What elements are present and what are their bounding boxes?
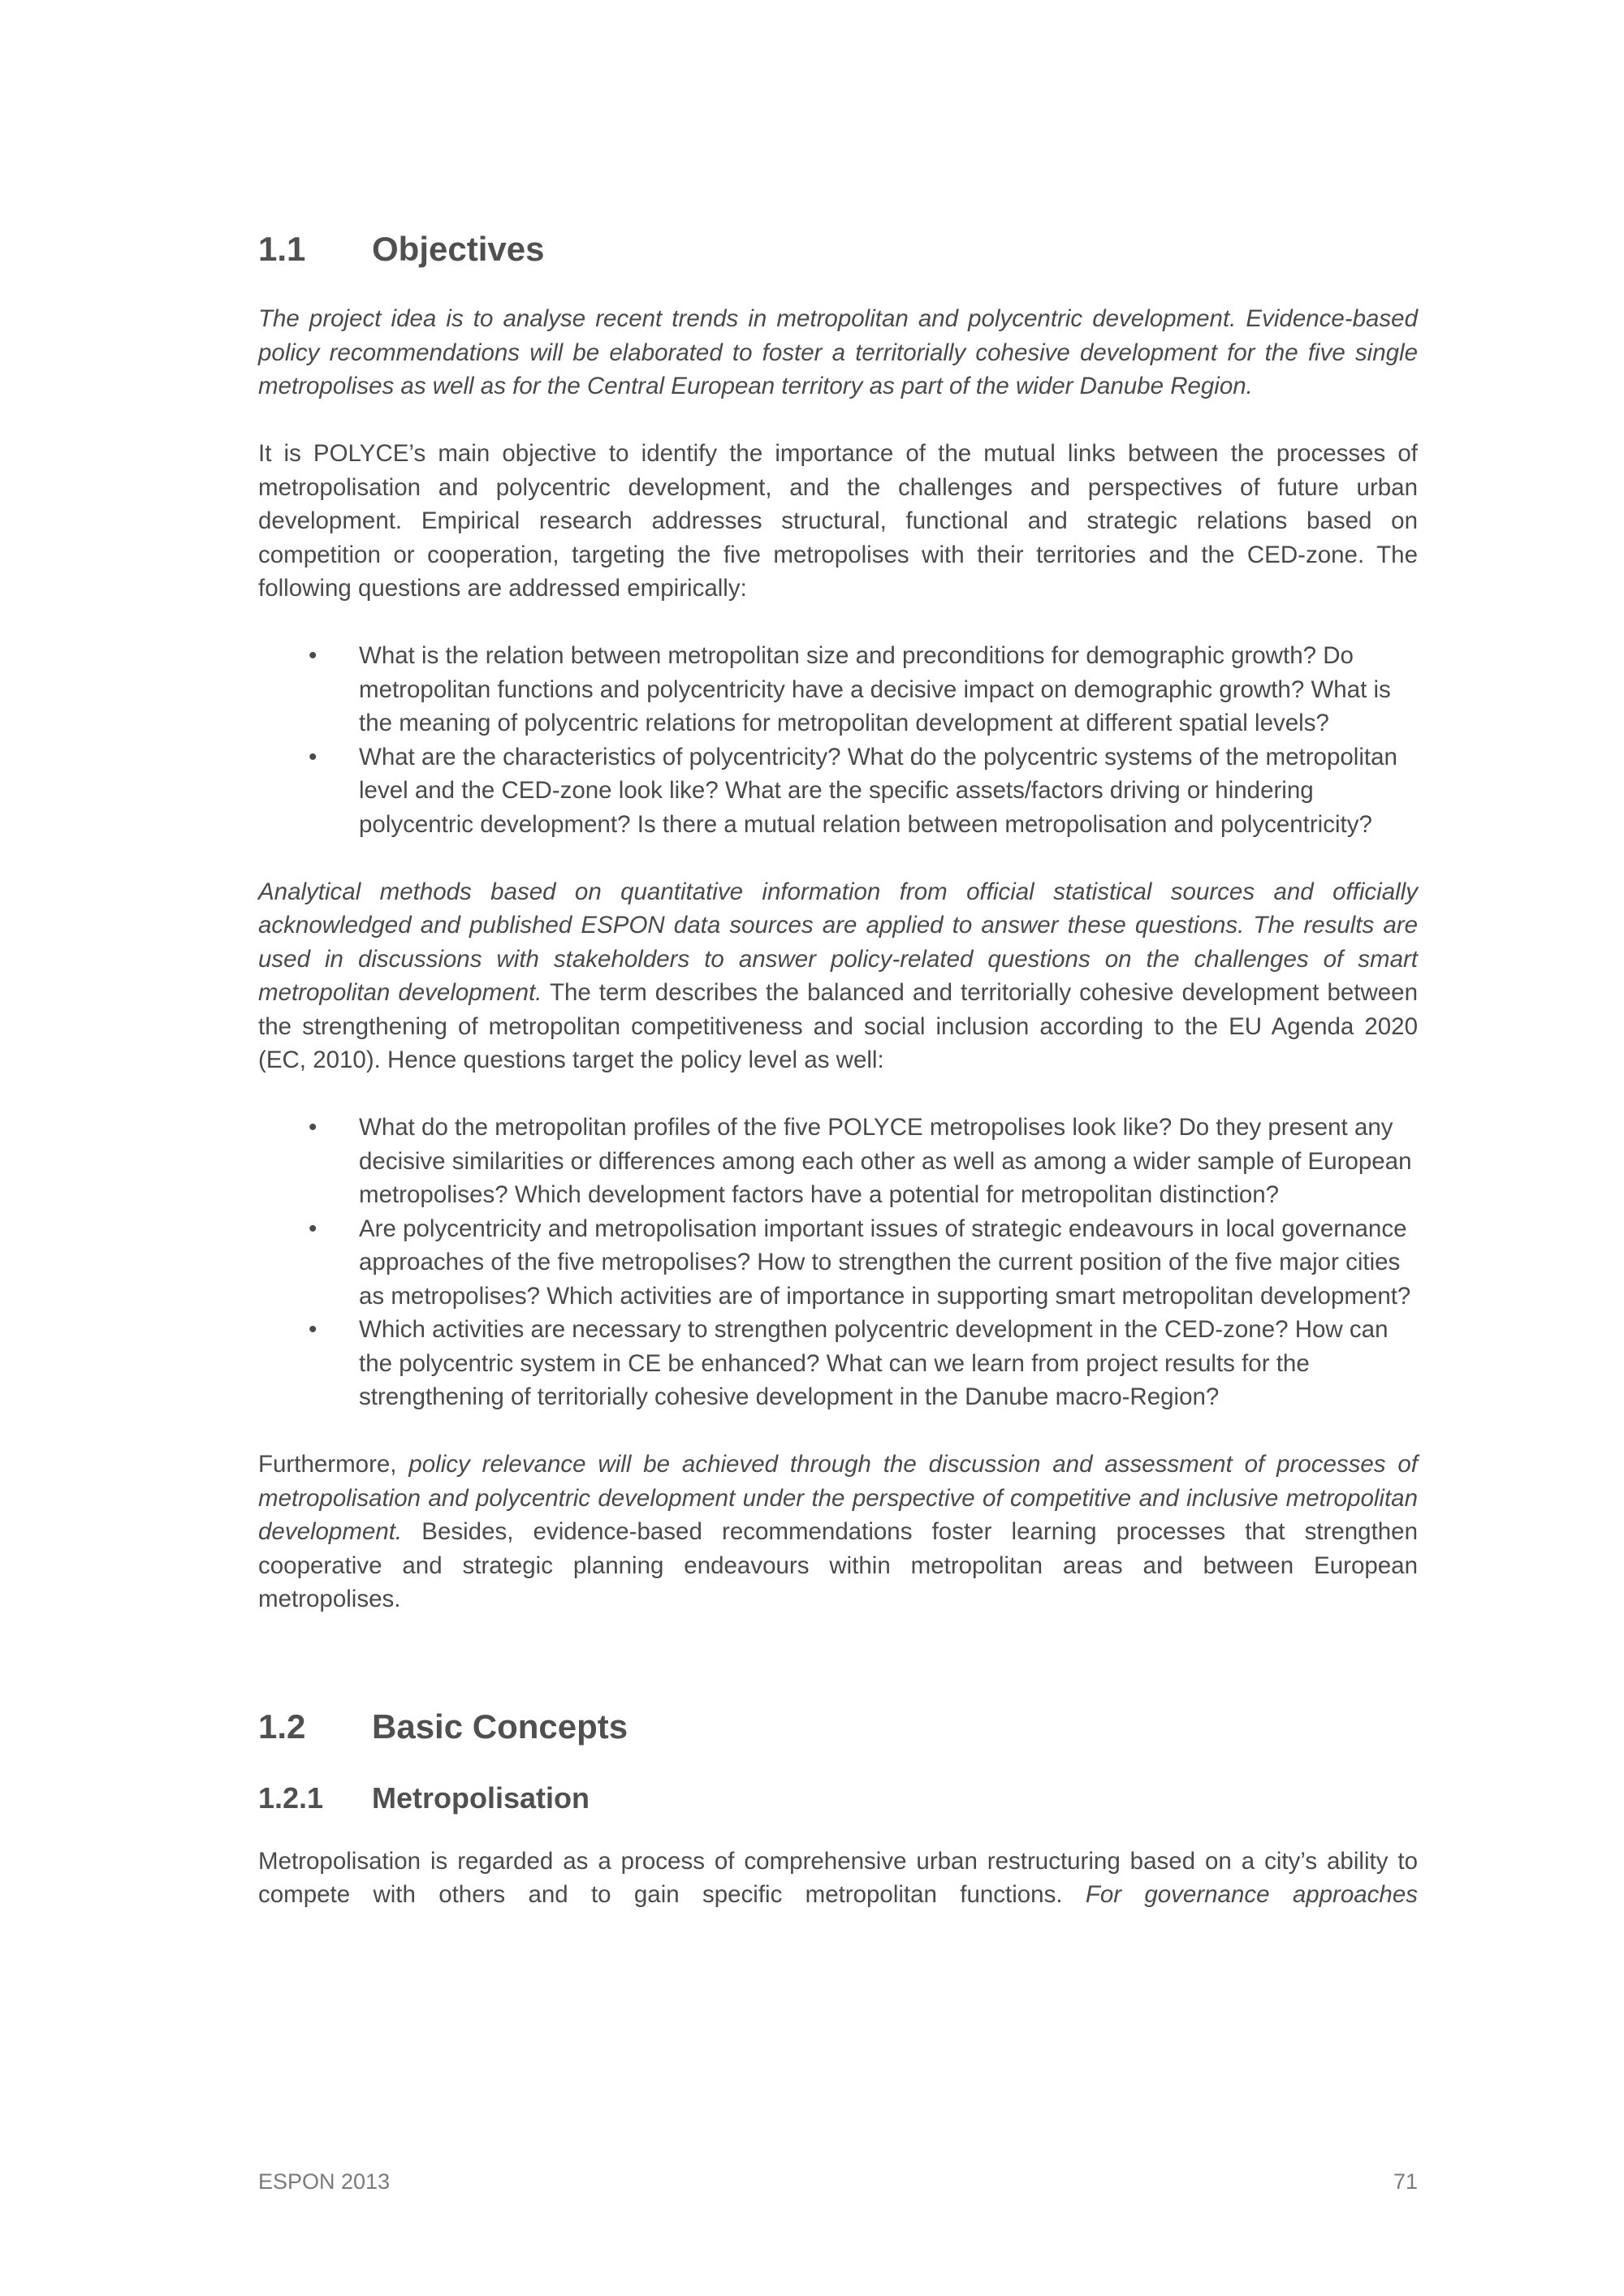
methods-italic-text: Analytical methods based on quantitative information from official statistical sources and officially acknowledged and published ESPON data sources are applied to answer these questions. The results are used in discussions with stakeholders to answer policy-related questions on the challenges of smart metropolitan development. [258, 878, 1418, 1007]
section-number: 1.1 [258, 230, 306, 268]
policy-relevance-paragraph [258, 1448, 1418, 1616]
page-number: 71 [1393, 2169, 1418, 2194]
list-item: • What is the relation between metropolitan size and preconditions for demographic growth? Do metropolitan functions and polycentricity have a decisive impact on demographic growth? What is the meaning of polycentric relations for metropolitan development at different spatial levels? [309, 639, 1418, 740]
section-heading-basic-concepts [258, 1707, 1418, 1747]
intro-paragraph: The project idea is to analyse recent trends in metropolitan and polycentric development. Evidence-based policy recommendations will be elaborated to foster a territorially cohesive development for the five single metropolises as well as for the Central European territory as part of the wider Danube Region. [258, 305, 1418, 400]
list-item: • What are the characteristics of polycentricity? What do the polycentric systems of the metropolitan level and the CED-zone look like? What are the specific assets/factors driving or hindering polycentric development? Is there a mutual relation between metropolisation and polycentricity? [309, 740, 1418, 842]
relevance-italic-text: policy relevance will be achieved through the discussion and assessment of processes of metropolisation and polycentric development under the perspective of competitive and inclusive metropolitan development. [258, 1451, 1418, 1546]
metropolisation-italic-text: For governance approaches [1085, 1881, 1418, 1909]
methods-paragraph [258, 875, 1418, 1077]
footer-publication: ESPON 2013 [258, 2169, 391, 2194]
spacer [258, 1650, 1418, 1707]
relevance-normal-text: Besides, evidence-based recommendations foster learning processes that strengthen cooperative and strategic planning endeavours within metropolitan areas and between European metropolises. [258, 1518, 1418, 1613]
metropolisation-normal-text: Metropolisation is regarded as a process of comprehensive urban restructuring based on a city’s ability to compete with others and to gain specific metropolitan functions. [258, 1847, 1418, 1909]
section-number: 1.2 [258, 1707, 306, 1746]
subsection-title: Metropolisation [372, 1780, 590, 1815]
relevance-lead-text: Furthermore, [258, 1451, 409, 1478]
subsection-number: 1.2.1 [258, 1780, 324, 1815]
list-item: • What do the metropolitan profiles of the five POLYCE metropolises look like? Do they present any decisive similarities or differences among each other as well as among a wider sample of European metropolises? Which development factors have a potential for metropolitan distinction? [309, 1111, 1418, 1212]
section-heading-objectives [258, 229, 1418, 270]
metropolisation-paragraph [258, 1845, 1418, 1912]
empirical-questions-list [258, 639, 1418, 841]
list-item: • Which activities are necessary to strengthen polycentric development in the CED-zone? How can the polycentric system in CE be enhanced? What can we learn from project results for the strengthening of territorially cohesive development in the Danube macro-Region? [309, 1313, 1418, 1414]
policy-questions-list [258, 1111, 1418, 1414]
objective-paragraph: It is POLYCE’s main objective to identify the importance of the mutual links between the processes of metropolisation and polycentric development, and the challenges and perspectives of future urban development. Empirical research addresses structural, functional and strategic relations based on competition or cooperation, targeting the five metropolises with their territories and the CED-zone. The following questions are addressed empirically: [258, 440, 1418, 602]
methods-normal-text: The term describes the balanced and territorially cohesive development between the strengthening of metropolitan competitiveness and social inclusion according to the EU Agenda 2020 (EC, 2010). Hence questions target the policy level as well: [258, 979, 1418, 1074]
section-title: Objectives [372, 230, 545, 268]
list-item: • Are polycentricity and metropolisation important issues of strategic endeavours in local governance approaches of the five metropolises? How to strengthen the current position of the five major cities as metropolises? Which activities are of importance in supporting smart metropolitan development? [309, 1212, 1418, 1314]
page-footer [258, 2169, 1418, 2195]
page-content [258, 229, 1418, 1912]
section-title: Basic Concepts [372, 1707, 628, 1746]
subsection-heading-metropolisation [258, 1780, 1418, 1815]
